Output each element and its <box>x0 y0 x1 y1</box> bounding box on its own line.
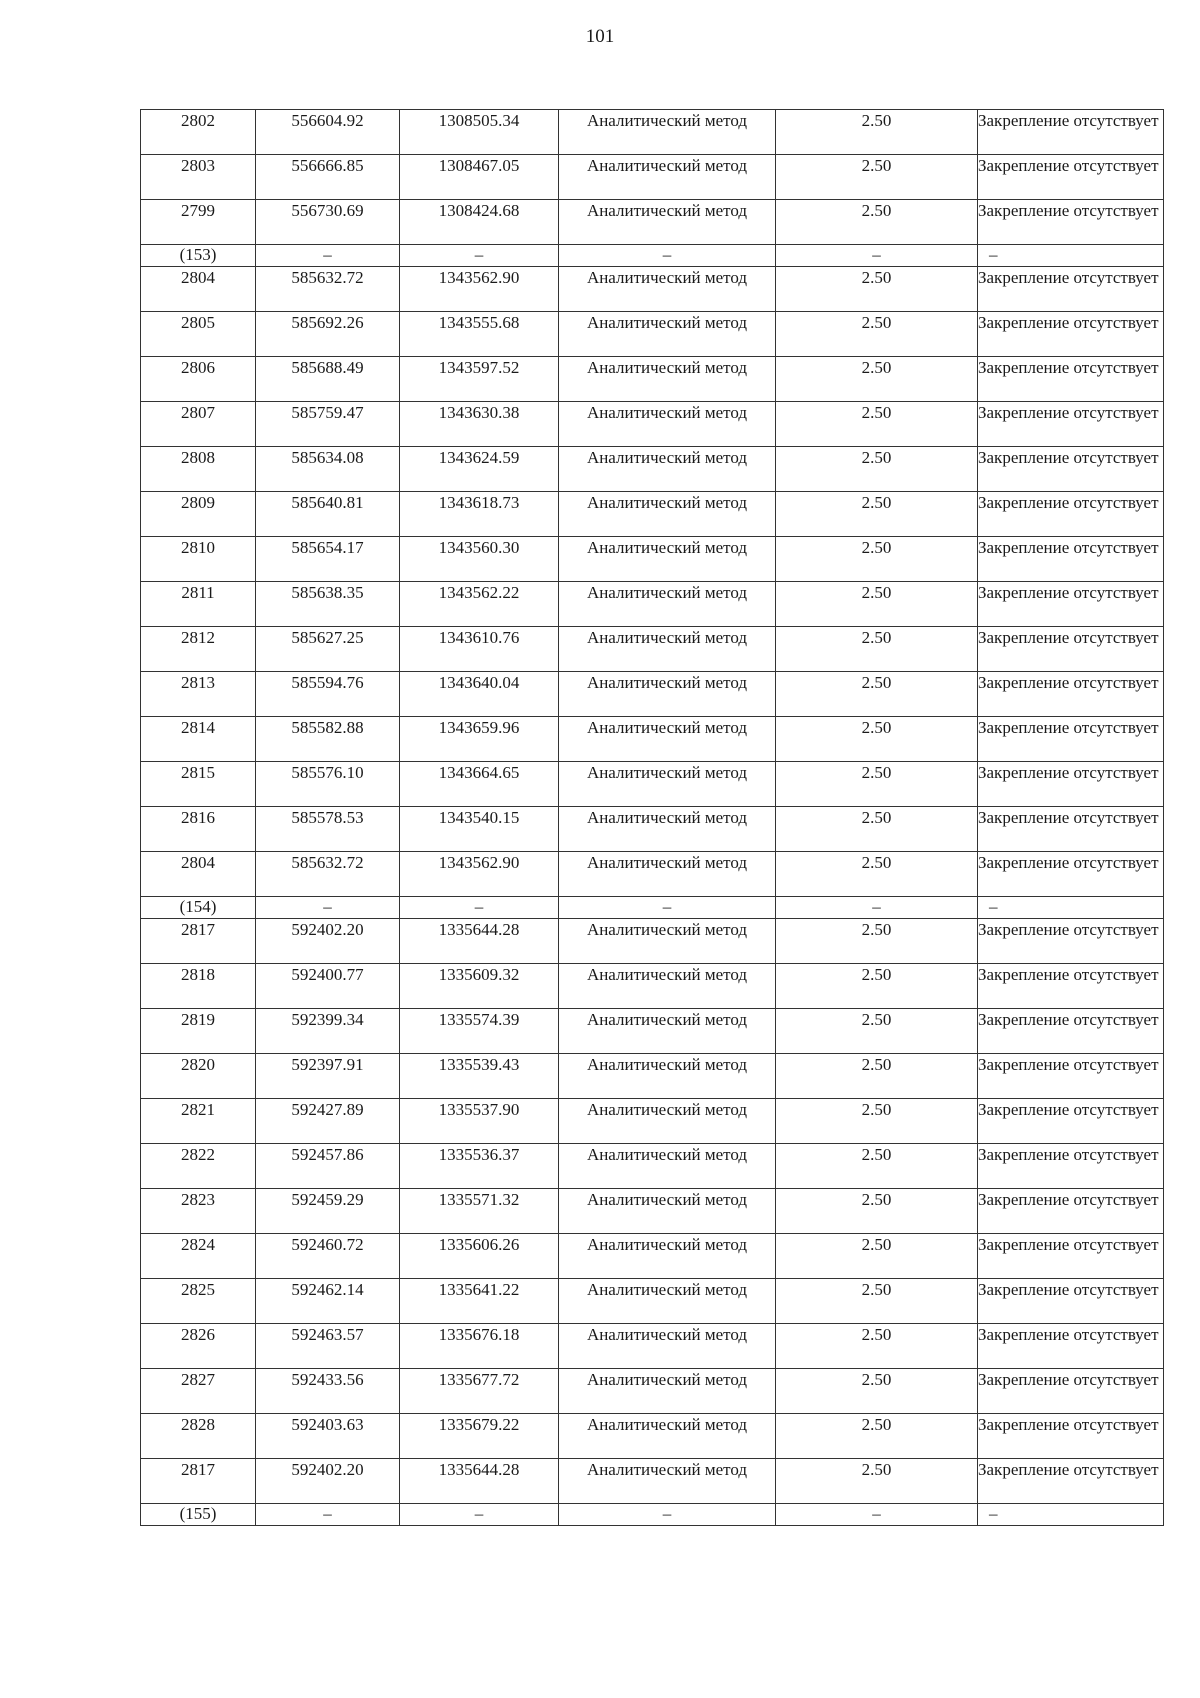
table-row <box>141 1279 1164 1324</box>
cell-accuracy: 2.50 <box>776 582 978 627</box>
cell-accuracy: 2.50 <box>776 1324 978 1369</box>
cell-accuracy: 2.50 <box>776 537 978 582</box>
cell-method: Аналитический метод <box>559 1369 776 1414</box>
cell-y-coordinate: 1343540.15 <box>400 807 559 852</box>
cell-x-coordinate: 585632.72 <box>256 267 400 312</box>
cell-x-coordinate: 585594.76 <box>256 672 400 717</box>
cell-accuracy: 2.50 <box>776 1234 978 1279</box>
cell-method: Аналитический метод <box>559 492 776 537</box>
cell-method: Аналитический метод <box>559 964 776 1009</box>
cell-accuracy: 2.50 <box>776 1009 978 1054</box>
table-row <box>141 1099 1164 1144</box>
table-row <box>141 717 1164 762</box>
cell-fixing-description: Закрепление отсутствует <box>978 1144 1164 1189</box>
cell-fixing-description: Закрепление отсутствует <box>978 1324 1164 1369</box>
cell-accuracy: 2.50 <box>776 357 978 402</box>
cell-fixing-description: Закрепление отсутствует <box>978 1414 1164 1459</box>
cell-x-coordinate: 592457.86 <box>256 1144 400 1189</box>
cell-x-coordinate: 585640.81 <box>256 492 400 537</box>
cell-x-coordinate: 585688.49 <box>256 357 400 402</box>
table-row <box>141 1234 1164 1279</box>
cell-fixing-description: – <box>978 897 1164 919</box>
cell-point-number: 2825 <box>141 1279 256 1324</box>
cell-x-coordinate: 556730.69 <box>256 200 400 245</box>
cell-y-coordinate: – <box>400 897 559 919</box>
cell-fixing-description: Закрепление отсутствует <box>978 357 1164 402</box>
cell-method: Аналитический метод <box>559 200 776 245</box>
cell-fixing-description: Закрепление отсутствует <box>978 1054 1164 1099</box>
cell-y-coordinate: 1343597.52 <box>400 357 559 402</box>
cell-point-number: 2805 <box>141 312 256 357</box>
cell-point-number: 2818 <box>141 964 256 1009</box>
cell-accuracy: 2.50 <box>776 717 978 762</box>
cell-fixing-description: Закрепление отсутствует <box>978 1009 1164 1054</box>
cell-accuracy: 2.50 <box>776 110 978 155</box>
cell-fixing-description: Закрепление отсутствует <box>978 627 1164 672</box>
cell-x-coordinate: 585634.08 <box>256 447 400 492</box>
cell-y-coordinate: 1343659.96 <box>400 717 559 762</box>
cell-y-coordinate: 1335679.22 <box>400 1414 559 1459</box>
cell-point-number: 2815 <box>141 762 256 807</box>
cell-accuracy: 2.50 <box>776 1369 978 1414</box>
cell-accuracy: 2.50 <box>776 1189 978 1234</box>
cell-accuracy: 2.50 <box>776 627 978 672</box>
cell-x-coordinate: 592402.20 <box>256 919 400 964</box>
cell-fixing-description: Закрепление отсутствует <box>978 492 1164 537</box>
cell-x-coordinate: – <box>256 897 400 919</box>
cell-method: Аналитический метод <box>559 919 776 964</box>
cell-fixing-description: Закрепление отсутствует <box>978 110 1164 155</box>
cell-accuracy: 2.50 <box>776 1414 978 1459</box>
coordinates-table-body <box>141 110 1164 1526</box>
cell-y-coordinate: 1343630.38 <box>400 402 559 447</box>
coordinates-table <box>140 109 1164 1526</box>
table-row <box>141 1324 1164 1369</box>
cell-x-coordinate: 592462.14 <box>256 1279 400 1324</box>
cell-y-coordinate: 1308505.34 <box>400 110 559 155</box>
cell-point-number: 2817 <box>141 919 256 964</box>
cell-x-coordinate: 592400.77 <box>256 964 400 1009</box>
cell-x-coordinate: 585627.25 <box>256 627 400 672</box>
cell-y-coordinate: 1343664.65 <box>400 762 559 807</box>
cell-method: Аналитический метод <box>559 402 776 447</box>
cell-method: Аналитический метод <box>559 1414 776 1459</box>
cell-x-coordinate: 592459.29 <box>256 1189 400 1234</box>
cell-y-coordinate: 1335609.32 <box>400 964 559 1009</box>
cell-point-number: 2812 <box>141 627 256 672</box>
cell-point-number: 2811 <box>141 582 256 627</box>
cell-x-coordinate: 592397.91 <box>256 1054 400 1099</box>
cell-method: – <box>559 245 776 267</box>
table-row <box>141 919 1164 964</box>
cell-fixing-description: Закрепление отсутствует <box>978 402 1164 447</box>
cell-fixing-description: Закрепление отсутствует <box>978 807 1164 852</box>
table-row <box>141 807 1164 852</box>
cell-accuracy: 2.50 <box>776 492 978 537</box>
cell-point-number: (155) <box>141 1504 256 1526</box>
cell-y-coordinate: 1335539.43 <box>400 1054 559 1099</box>
cell-accuracy: 2.50 <box>776 200 978 245</box>
table-row <box>141 964 1164 1009</box>
table-row <box>141 537 1164 582</box>
cell-point-number: 2819 <box>141 1009 256 1054</box>
cell-point-number: 2802 <box>141 110 256 155</box>
cell-fixing-description: – <box>978 1504 1164 1526</box>
table-row <box>141 1144 1164 1189</box>
cell-method: Аналитический метод <box>559 627 776 672</box>
cell-fixing-description: Закрепление отсутствует <box>978 672 1164 717</box>
cell-x-coordinate: 585576.10 <box>256 762 400 807</box>
cell-method: – <box>559 1504 776 1526</box>
page-number: 101 <box>585 26 615 47</box>
cell-method: Аналитический метод <box>559 1234 776 1279</box>
cell-fixing-description: Закрепление отсутствует <box>978 1234 1164 1279</box>
cell-fixing-description: Закрепление отсутствует <box>978 762 1164 807</box>
cell-point-number: 2824 <box>141 1234 256 1279</box>
cell-point-number: 2804 <box>141 267 256 312</box>
cell-method: Аналитический метод <box>559 312 776 357</box>
cell-method: Аналитический метод <box>559 1189 776 1234</box>
cell-method: Аналитический метод <box>559 1009 776 1054</box>
cell-x-coordinate: 585578.53 <box>256 807 400 852</box>
cell-point-number: 2817 <box>141 1459 256 1504</box>
cell-accuracy: – <box>776 1504 978 1526</box>
cell-accuracy: 2.50 <box>776 1099 978 1144</box>
table-row <box>141 155 1164 200</box>
cell-accuracy: 2.50 <box>776 447 978 492</box>
cell-point-number: 2822 <box>141 1144 256 1189</box>
table-row <box>141 672 1164 717</box>
cell-x-coordinate: 592460.72 <box>256 1234 400 1279</box>
cell-fixing-description: Закрепление отсутствует <box>978 1369 1164 1414</box>
cell-point-number: 2816 <box>141 807 256 852</box>
cell-y-coordinate: 1343562.90 <box>400 852 559 897</box>
cell-x-coordinate: – <box>256 245 400 267</box>
cell-accuracy: 2.50 <box>776 964 978 1009</box>
cell-y-coordinate: 1335536.37 <box>400 1144 559 1189</box>
table-row <box>141 1414 1164 1459</box>
cell-accuracy: 2.50 <box>776 919 978 964</box>
cell-method: Аналитический метод <box>559 267 776 312</box>
cell-accuracy: 2.50 <box>776 672 978 717</box>
cell-method: – <box>559 897 776 919</box>
cell-y-coordinate: – <box>400 1504 559 1526</box>
cell-y-coordinate: 1343562.90 <box>400 267 559 312</box>
table-row <box>141 312 1164 357</box>
table-row <box>141 762 1164 807</box>
cell-point-number: 2808 <box>141 447 256 492</box>
cell-y-coordinate: – <box>400 245 559 267</box>
cell-y-coordinate: 1343640.04 <box>400 672 559 717</box>
cell-y-coordinate: 1308467.05 <box>400 155 559 200</box>
table-row <box>141 402 1164 447</box>
cell-method: Аналитический метод <box>559 1279 776 1324</box>
cell-x-coordinate: – <box>256 1504 400 1526</box>
contour-separator-row <box>141 245 1164 267</box>
cell-method: Аналитический метод <box>559 537 776 582</box>
cell-accuracy: – <box>776 897 978 919</box>
cell-accuracy: 2.50 <box>776 1459 978 1504</box>
table-row <box>141 492 1164 537</box>
cell-point-number: 2823 <box>141 1189 256 1234</box>
cell-method: Аналитический метод <box>559 1099 776 1144</box>
cell-x-coordinate: 556604.92 <box>256 110 400 155</box>
cell-accuracy: – <box>776 245 978 267</box>
cell-accuracy: 2.50 <box>776 807 978 852</box>
cell-x-coordinate: 592403.63 <box>256 1414 400 1459</box>
cell-method: Аналитический метод <box>559 717 776 762</box>
cell-y-coordinate: 1335644.28 <box>400 1459 559 1504</box>
cell-x-coordinate: 585692.26 <box>256 312 400 357</box>
cell-method: Аналитический метод <box>559 672 776 717</box>
cell-x-coordinate: 585654.17 <box>256 537 400 582</box>
cell-y-coordinate: 1335676.18 <box>400 1324 559 1369</box>
cell-x-coordinate: 592399.34 <box>256 1009 400 1054</box>
table-row <box>141 447 1164 492</box>
cell-y-coordinate: 1343610.76 <box>400 627 559 672</box>
cell-accuracy: 2.50 <box>776 155 978 200</box>
table-row <box>141 1189 1164 1234</box>
cell-y-coordinate: 1343562.22 <box>400 582 559 627</box>
cell-point-number: 2803 <box>141 155 256 200</box>
cell-accuracy: 2.50 <box>776 762 978 807</box>
cell-fixing-description: Закрепление отсутствует <box>978 312 1164 357</box>
cell-accuracy: 2.50 <box>776 1279 978 1324</box>
cell-x-coordinate: 592427.89 <box>256 1099 400 1144</box>
cell-x-coordinate: 585638.35 <box>256 582 400 627</box>
cell-fixing-description: Закрепление отсутствует <box>978 717 1164 762</box>
cell-method: Аналитический метод <box>559 1144 776 1189</box>
cell-y-coordinate: 1335537.90 <box>400 1099 559 1144</box>
cell-fixing-description: Закрепление отсутствует <box>978 1099 1164 1144</box>
cell-accuracy: 2.50 <box>776 312 978 357</box>
cell-y-coordinate: 1335644.28 <box>400 919 559 964</box>
table-row <box>141 627 1164 672</box>
table-row <box>141 357 1164 402</box>
cell-point-number: 2810 <box>141 537 256 582</box>
cell-fixing-description: Закрепление отсутствует <box>978 267 1164 312</box>
cell-x-coordinate: 585759.47 <box>256 402 400 447</box>
cell-fixing-description: – <box>978 245 1164 267</box>
cell-point-number: 2809 <box>141 492 256 537</box>
cell-method: Аналитический метод <box>559 447 776 492</box>
table-row <box>141 267 1164 312</box>
cell-method: Аналитический метод <box>559 110 776 155</box>
table-row <box>141 1459 1164 1504</box>
cell-accuracy: 2.50 <box>776 1144 978 1189</box>
cell-fixing-description: Закрепление отсутствует <box>978 1279 1164 1324</box>
cell-x-coordinate: 592433.56 <box>256 1369 400 1414</box>
cell-accuracy: 2.50 <box>776 1054 978 1099</box>
cell-y-coordinate: 1335641.22 <box>400 1279 559 1324</box>
cell-y-coordinate: 1343624.59 <box>400 447 559 492</box>
table-row <box>141 1054 1164 1099</box>
cell-method: Аналитический метод <box>559 155 776 200</box>
cell-method: Аналитический метод <box>559 357 776 402</box>
cell-fixing-description: Закрепление отсутствует <box>978 964 1164 1009</box>
cell-method: Аналитический метод <box>559 807 776 852</box>
cell-point-number: 2820 <box>141 1054 256 1099</box>
cell-point-number: (153) <box>141 245 256 267</box>
cell-fixing-description: Закрепление отсутствует <box>978 919 1164 964</box>
cell-y-coordinate: 1343555.68 <box>400 312 559 357</box>
cell-point-number: 2813 <box>141 672 256 717</box>
cell-y-coordinate: 1335574.39 <box>400 1009 559 1054</box>
cell-y-coordinate: 1308424.68 <box>400 200 559 245</box>
table-row <box>141 110 1164 155</box>
contour-separator-row <box>141 1504 1164 1526</box>
cell-method: Аналитический метод <box>559 852 776 897</box>
cell-point-number: 2827 <box>141 1369 256 1414</box>
table-row <box>141 200 1164 245</box>
cell-accuracy: 2.50 <box>776 267 978 312</box>
cell-point-number: 2799 <box>141 200 256 245</box>
cell-method: Аналитический метод <box>559 762 776 807</box>
cell-x-coordinate: 585632.72 <box>256 852 400 897</box>
cell-point-number: 2807 <box>141 402 256 447</box>
cell-x-coordinate: 592402.20 <box>256 1459 400 1504</box>
cell-fixing-description: Закрепление отсутствует <box>978 155 1164 200</box>
cell-y-coordinate: 1335677.72 <box>400 1369 559 1414</box>
cell-accuracy: 2.50 <box>776 852 978 897</box>
cell-method: Аналитический метод <box>559 582 776 627</box>
cell-x-coordinate: 585582.88 <box>256 717 400 762</box>
cell-fixing-description: Закрепление отсутствует <box>978 537 1164 582</box>
cell-point-number: 2814 <box>141 717 256 762</box>
cell-y-coordinate: 1335606.26 <box>400 1234 559 1279</box>
cell-point-number: 2806 <box>141 357 256 402</box>
cell-fixing-description: Закрепление отсутствует <box>978 1459 1164 1504</box>
cell-point-number: 2828 <box>141 1414 256 1459</box>
table-row <box>141 852 1164 897</box>
cell-fixing-description: Закрепление отсутствует <box>978 200 1164 245</box>
cell-fixing-description: Закрепление отсутствует <box>978 852 1164 897</box>
cell-method: Аналитический метод <box>559 1054 776 1099</box>
cell-fixing-description: Закрепление отсутствует <box>978 1189 1164 1234</box>
cell-x-coordinate: 592463.57 <box>256 1324 400 1369</box>
cell-method: Аналитический метод <box>559 1459 776 1504</box>
cell-point-number: 2821 <box>141 1099 256 1144</box>
cell-y-coordinate: 1335571.32 <box>400 1189 559 1234</box>
cell-x-coordinate: 556666.85 <box>256 155 400 200</box>
cell-y-coordinate: 1343560.30 <box>400 537 559 582</box>
table-row <box>141 1369 1164 1414</box>
cell-accuracy: 2.50 <box>776 402 978 447</box>
cell-method: Аналитический метод <box>559 1324 776 1369</box>
cell-point-number: 2826 <box>141 1324 256 1369</box>
cell-y-coordinate: 1343618.73 <box>400 492 559 537</box>
cell-fixing-description: Закрепление отсутствует <box>978 582 1164 627</box>
cell-point-number: 2804 <box>141 852 256 897</box>
table-row <box>141 1009 1164 1054</box>
table-row <box>141 582 1164 627</box>
contour-separator-row <box>141 897 1164 919</box>
cell-fixing-description: Закрепление отсутствует <box>978 447 1164 492</box>
cell-point-number: (154) <box>141 897 256 919</box>
